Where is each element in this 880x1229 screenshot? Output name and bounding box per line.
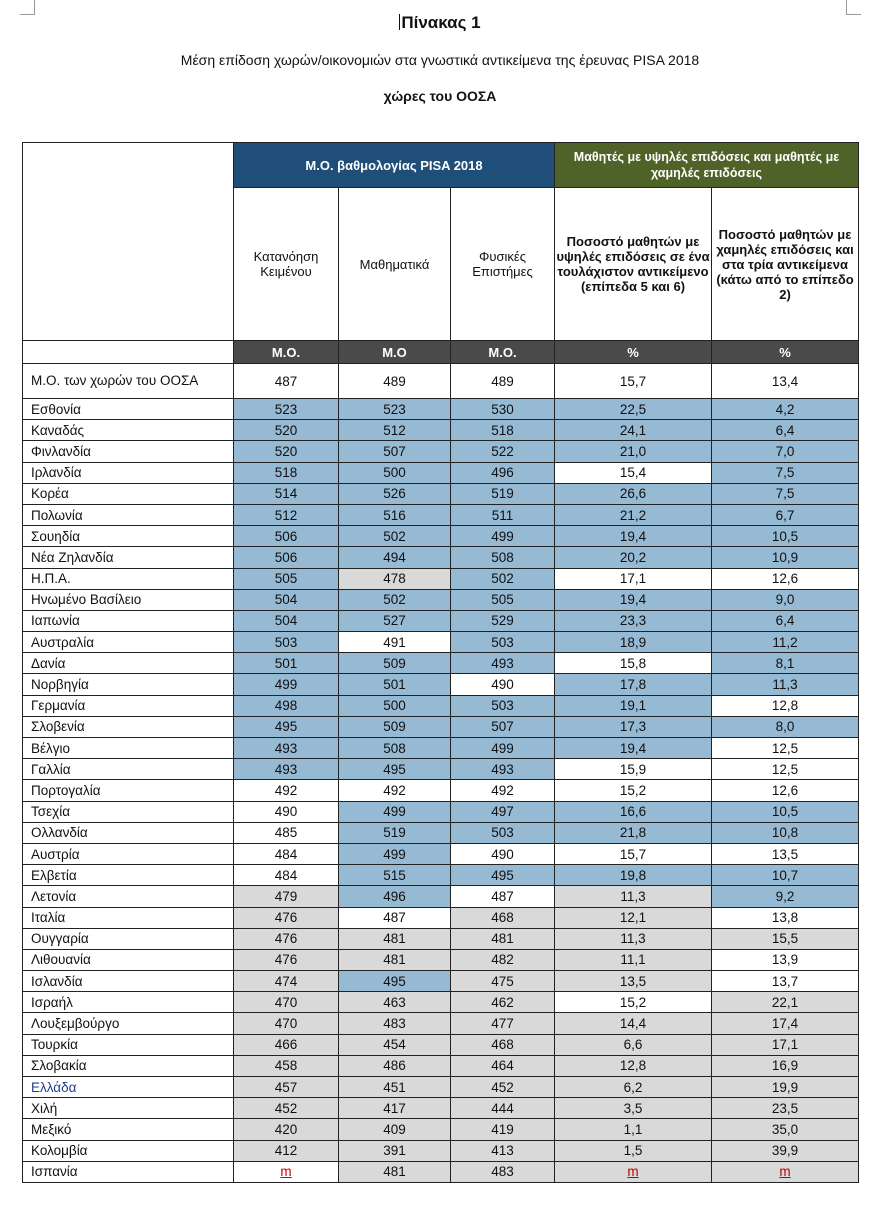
country-row: [23, 1098, 859, 1119]
math-value-cell: 512: [339, 420, 451, 441]
high-value-cell: 18,9: [555, 632, 712, 653]
high-value-cell: 12,8: [555, 1055, 712, 1076]
high-value-cell: 19,4: [555, 589, 712, 610]
low-value-cell: 11,2: [712, 632, 859, 653]
high-value-cell: 11,3: [555, 886, 712, 907]
high-value-cell: 19,4: [555, 738, 712, 759]
math-value-cell: 502: [339, 589, 451, 610]
science-value-cell: 492: [451, 780, 555, 801]
science-value-cell: 503: [451, 632, 555, 653]
high-value-cell: 22,5: [555, 399, 712, 420]
science-value-cell: 511: [451, 504, 555, 525]
science-value-cell: 502: [451, 568, 555, 589]
high-value-cell: 24,1: [555, 420, 712, 441]
science-value-cell: 508: [451, 547, 555, 568]
reading-value-cell: 492: [234, 780, 339, 801]
country-row: [23, 759, 859, 780]
reading-value-cell: 470: [234, 992, 339, 1013]
country-row: [23, 780, 859, 801]
science-value-cell: 419: [451, 1119, 555, 1140]
unit-cell: Μ.Ο: [339, 341, 451, 364]
high-value-cell: 19,8: [555, 865, 712, 886]
high-value-cell: 17,8: [555, 674, 712, 695]
math-value-cell: 492: [339, 780, 451, 801]
math-value-cell: 499: [339, 843, 451, 864]
country-row: [23, 674, 859, 695]
low-value-cell: 10,5: [712, 526, 859, 547]
math-value-cell: 489: [339, 364, 451, 399]
low-value-cell: 12,6: [712, 780, 859, 801]
table-title-text: Πίνακας 1: [401, 13, 481, 32]
country-name-cell: Σουηδία: [23, 526, 234, 547]
math-value-cell: 507: [339, 441, 451, 462]
math-value-cell: 496: [339, 886, 451, 907]
math-value-cell: 481: [339, 949, 451, 970]
math-value-cell: 519: [339, 822, 451, 843]
high-value-cell: 21,2: [555, 504, 712, 525]
reading-value-cell: 514: [234, 483, 339, 504]
country-name-cell: Ιρλανδία: [23, 462, 234, 483]
unit-cell: Μ.Ο.: [234, 341, 339, 364]
low-value-cell: 12,5: [712, 738, 859, 759]
country-name-cell: Καναδάς: [23, 420, 234, 441]
science-value-cell: 464: [451, 1055, 555, 1076]
low-value-cell: 22,1: [712, 992, 859, 1013]
low-value-cell: 13,5: [712, 843, 859, 864]
science-value-cell: 503: [451, 695, 555, 716]
country-row: [23, 1055, 859, 1076]
country-name-cell: Αυστρία: [23, 843, 234, 864]
country-name-cell: Νέα Ζηλανδία: [23, 547, 234, 568]
country-name-cell: Σλοβακία: [23, 1055, 234, 1076]
country-row: [23, 526, 859, 547]
science-value-cell: 505: [451, 589, 555, 610]
oecd-average-row: [23, 364, 859, 399]
col-header-low-performers: Ποσοστό μαθητών με χαμηλές επιδόσεις και στα τρία αντικείμενα (κάτω από το επίπεδο 2): [712, 188, 859, 341]
low-value-cell: 9,2: [712, 886, 859, 907]
science-value-cell: 499: [451, 526, 555, 547]
reading-value-cell: 503: [234, 632, 339, 653]
low-value-cell: 6,4: [712, 610, 859, 631]
reading-value-cell: 498: [234, 695, 339, 716]
low-value-cell: 12,6: [712, 568, 859, 589]
country-name-cell: Βέλγιο: [23, 738, 234, 759]
country-row: [23, 716, 859, 737]
country-row: [23, 695, 859, 716]
low-value-cell: 17,1: [712, 1034, 859, 1055]
low-value-cell: 19,9: [712, 1077, 859, 1098]
reading-value-cell: 512: [234, 504, 339, 525]
reading-value-cell: 493: [234, 759, 339, 780]
math-value-cell: 515: [339, 865, 451, 886]
high-value-cell: 17,1: [555, 568, 712, 589]
country-row: [23, 738, 859, 759]
math-value-cell: 478: [339, 568, 451, 589]
reading-value-cell: 412: [234, 1140, 339, 1161]
country-name-cell: Ισραήλ: [23, 992, 234, 1013]
low-value-cell: [712, 1161, 859, 1182]
science-value-cell: 468: [451, 907, 555, 928]
country-name-cell: Γαλλία: [23, 759, 234, 780]
high-value-cell: 11,3: [555, 928, 712, 949]
high-value-cell: 13,5: [555, 971, 712, 992]
science-value-cell: 490: [451, 674, 555, 695]
reading-value-cell: 504: [234, 610, 339, 631]
country-name-cell: Δανία: [23, 653, 234, 674]
science-value-cell: 518: [451, 420, 555, 441]
science-value-cell: 444: [451, 1098, 555, 1119]
math-value-cell: 409: [339, 1119, 451, 1140]
science-value-cell: 487: [451, 886, 555, 907]
unit-cell: Μ.Ο.: [451, 341, 555, 364]
reading-value-cell: 484: [234, 843, 339, 864]
math-value-cell: 523: [339, 399, 451, 420]
high-value-cell: 19,1: [555, 695, 712, 716]
country-name-cell: Ισπανία: [23, 1161, 234, 1182]
pisa-results-table: [22, 142, 859, 1183]
science-value-cell: 413: [451, 1140, 555, 1161]
col-header-reading: Κατανόηση Κειμένου: [234, 188, 339, 341]
math-value-cell: 454: [339, 1034, 451, 1055]
reading-value-cell: 506: [234, 547, 339, 568]
country-row: [23, 1161, 859, 1182]
country-row: [23, 589, 859, 610]
science-value-cell: 503: [451, 822, 555, 843]
missing-value-mark: m: [779, 1164, 791, 1180]
low-value-cell: 6,4: [712, 420, 859, 441]
country-name-cell: Πορτογαλία: [23, 780, 234, 801]
science-value-cell: 468: [451, 1034, 555, 1055]
table-subtitle-oecd: χώρες του ΟΟΣΑ: [383, 88, 497, 104]
country-name-cell: Ηνωμένο Βασίλειο: [23, 589, 234, 610]
low-value-cell: 13,4: [712, 364, 859, 399]
high-value-cell: 17,3: [555, 716, 712, 737]
country-name-cell: Εσθονία: [23, 399, 234, 420]
col-header-math: Μαθηματικά: [339, 188, 451, 341]
low-value-cell: 12,5: [712, 759, 859, 780]
reading-value-cell: 520: [234, 420, 339, 441]
high-value-cell: 15,8: [555, 653, 712, 674]
high-value-cell: 11,1: [555, 949, 712, 970]
country-row: [23, 1140, 859, 1161]
country-name-cell: Ολλανδία: [23, 822, 234, 843]
country-name-cell: Μ.Ο. των χωρών του ΟΟΣΑ: [23, 364, 234, 399]
country-row: [23, 483, 859, 504]
low-value-cell: 15,5: [712, 928, 859, 949]
reading-value-cell: 520: [234, 441, 339, 462]
country-row: [23, 843, 859, 864]
low-value-cell: 10,8: [712, 822, 859, 843]
country-row: [23, 632, 859, 653]
reading-value-cell: 476: [234, 928, 339, 949]
low-value-cell: 7,5: [712, 462, 859, 483]
reading-value-cell: 504: [234, 589, 339, 610]
col-header-science: Φυσικές Επιστήμες: [451, 188, 555, 341]
math-value-cell: 486: [339, 1055, 451, 1076]
country-row: [23, 907, 859, 928]
science-value-cell: 489: [451, 364, 555, 399]
low-value-cell: 12,8: [712, 695, 859, 716]
country-row: [23, 971, 859, 992]
country-name-cell: Ισλανδία: [23, 971, 234, 992]
reading-value-cell: 499: [234, 674, 339, 695]
low-value-cell: 13,7: [712, 971, 859, 992]
low-value-cell: 13,8: [712, 907, 859, 928]
science-value-cell: 499: [451, 738, 555, 759]
low-value-cell: 9,0: [712, 589, 859, 610]
group-header-row: [23, 143, 859, 188]
math-value-cell: 494: [339, 547, 451, 568]
low-value-cell: 13,9: [712, 949, 859, 970]
reading-value-cell: 457: [234, 1077, 339, 1098]
country-name-cell: Λιθουανία: [23, 949, 234, 970]
science-value-cell: 481: [451, 928, 555, 949]
science-value-cell: 462: [451, 992, 555, 1013]
math-value-cell: 417: [339, 1098, 451, 1119]
units-row: [23, 341, 859, 364]
science-value-cell: 530: [451, 399, 555, 420]
math-value-cell: 500: [339, 695, 451, 716]
country-row: [23, 1077, 859, 1098]
reading-value-cell: 476: [234, 949, 339, 970]
country-row: [23, 886, 859, 907]
math-value-cell: 516: [339, 504, 451, 525]
high-value-cell: 15,7: [555, 364, 712, 399]
low-value-cell: 6,7: [712, 504, 859, 525]
high-value-cell: 19,4: [555, 526, 712, 547]
low-value-cell: 11,3: [712, 674, 859, 695]
science-value-cell: 493: [451, 759, 555, 780]
reading-value-cell: 458: [234, 1055, 339, 1076]
country-name-cell: Η.Π.Α.: [23, 568, 234, 589]
math-value-cell: 509: [339, 716, 451, 737]
high-value-cell: 1,1: [555, 1119, 712, 1140]
low-value-cell: 23,5: [712, 1098, 859, 1119]
high-value-cell: 15,7: [555, 843, 712, 864]
country-row: [23, 928, 859, 949]
high-value-cell: 15,4: [555, 462, 712, 483]
blank-corner-cell: [23, 143, 234, 341]
high-value-cell: 15,2: [555, 780, 712, 801]
reading-value-cell: 495: [234, 716, 339, 737]
country-row: [23, 949, 859, 970]
reading-value-cell: [234, 1161, 339, 1182]
science-value-cell: 495: [451, 865, 555, 886]
country-row: [23, 992, 859, 1013]
high-value-cell: [555, 1161, 712, 1182]
country-row: [23, 822, 859, 843]
high-value-cell: 20,2: [555, 547, 712, 568]
missing-value-mark: m: [280, 1164, 292, 1180]
country-name-cell: Ελλάδα: [23, 1077, 234, 1098]
high-value-cell: 3,5: [555, 1098, 712, 1119]
country-name-cell: Ιαπωνία: [23, 610, 234, 631]
reading-value-cell: 452: [234, 1098, 339, 1119]
science-value-cell: 529: [451, 610, 555, 631]
low-value-cell: 35,0: [712, 1119, 859, 1140]
high-value-cell: 1,5: [555, 1140, 712, 1161]
low-value-cell: 7,5: [712, 483, 859, 504]
high-value-cell: 26,6: [555, 483, 712, 504]
low-value-cell: 10,5: [712, 801, 859, 822]
science-value-cell: 490: [451, 843, 555, 864]
science-value-cell: 522: [451, 441, 555, 462]
low-value-cell: 16,9: [712, 1055, 859, 1076]
reading-value-cell: 474: [234, 971, 339, 992]
low-value-cell: 17,4: [712, 1013, 859, 1034]
science-value-cell: 483: [451, 1161, 555, 1182]
high-value-cell: 6,6: [555, 1034, 712, 1055]
country-name-cell: Πολωνία: [23, 504, 234, 525]
country-name-cell: Φινλανδία: [23, 441, 234, 462]
country-name-cell: Σλοβενία: [23, 716, 234, 737]
country-row: [23, 504, 859, 525]
low-value-cell: 10,7: [712, 865, 859, 886]
science-value-cell: 475: [451, 971, 555, 992]
math-value-cell: 500: [339, 462, 451, 483]
math-value-cell: 481: [339, 1161, 451, 1182]
reading-value-cell: 479: [234, 886, 339, 907]
unit-cell: %: [712, 341, 859, 364]
reading-value-cell: 484: [234, 865, 339, 886]
reading-value-cell: 505: [234, 568, 339, 589]
unit-cell: %: [555, 341, 712, 364]
science-value-cell: 519: [451, 483, 555, 504]
country-name-cell: Λουξεμβούργο: [23, 1013, 234, 1034]
science-value-cell: 493: [451, 653, 555, 674]
country-name-cell: Κορέα: [23, 483, 234, 504]
col-header-high-performers: Ποσοστό μαθητών με υψηλές επιδόσεις σε ένα τουλάχιστον αντικείμενο (επίπεδα 5 και 6): [555, 188, 712, 341]
low-value-cell: 7,0: [712, 441, 859, 462]
table-title: [0, 13, 880, 33]
country-row: [23, 441, 859, 462]
low-value-cell: 4,2: [712, 399, 859, 420]
math-value-cell: 501: [339, 674, 451, 695]
math-value-cell: 483: [339, 1013, 451, 1034]
high-value-cell: 21,8: [555, 822, 712, 843]
country-row: [23, 547, 859, 568]
country-name-cell: Μεξικό: [23, 1119, 234, 1140]
reading-value-cell: 518: [234, 462, 339, 483]
low-value-cell: 8,0: [712, 716, 859, 737]
science-value-cell: 482: [451, 949, 555, 970]
country-row: [23, 420, 859, 441]
country-row: [23, 462, 859, 483]
country-name-cell: Τσεχία: [23, 801, 234, 822]
low-value-cell: 10,9: [712, 547, 859, 568]
reading-value-cell: 420: [234, 1119, 339, 1140]
group-header-high-low-performers: Μαθητές με υψηλές επιδόσεις και μαθητές με χαμηλές επιδόσεις: [555, 143, 859, 188]
country-name-cell: Κολομβία: [23, 1140, 234, 1161]
math-value-cell: 509: [339, 653, 451, 674]
math-value-cell: 463: [339, 992, 451, 1013]
reading-value-cell: 490: [234, 801, 339, 822]
reading-value-cell: 476: [234, 907, 339, 928]
reading-value-cell: 523: [234, 399, 339, 420]
math-value-cell: 495: [339, 971, 451, 992]
reading-value-cell: 493: [234, 738, 339, 759]
country-row: [23, 1034, 859, 1055]
country-name-cell: Νορβηγία: [23, 674, 234, 695]
country-row: [23, 653, 859, 674]
low-value-cell: 8,1: [712, 653, 859, 674]
country-name-cell: Ελβετία: [23, 865, 234, 886]
country-name-cell: Χιλή: [23, 1098, 234, 1119]
high-value-cell: 14,4: [555, 1013, 712, 1034]
math-value-cell: 451: [339, 1077, 451, 1098]
math-value-cell: 499: [339, 801, 451, 822]
science-value-cell: 497: [451, 801, 555, 822]
reading-value-cell: 466: [234, 1034, 339, 1055]
math-value-cell: 391: [339, 1140, 451, 1161]
reading-value-cell: 487: [234, 364, 339, 399]
group-header-pisa-scores: Μ.Ο. βαθμολογίας PISA 2018: [234, 143, 555, 188]
country-name-cell: Ουγγαρία: [23, 928, 234, 949]
math-value-cell: 508: [339, 738, 451, 759]
reading-value-cell: 506: [234, 526, 339, 547]
country-row: [23, 1013, 859, 1034]
high-value-cell: 15,2: [555, 992, 712, 1013]
reading-value-cell: 501: [234, 653, 339, 674]
country-name-cell: Ιταλία: [23, 907, 234, 928]
low-value-cell: 39,9: [712, 1140, 859, 1161]
reading-value-cell: 470: [234, 1013, 339, 1034]
high-value-cell: 21,0: [555, 441, 712, 462]
math-value-cell: 491: [339, 632, 451, 653]
units-blank-cell: [23, 341, 234, 364]
country-name-cell: Τουρκία: [23, 1034, 234, 1055]
math-value-cell: 481: [339, 928, 451, 949]
high-value-cell: 15,9: [555, 759, 712, 780]
table-subtitle: Μέση επίδοση χωρών/οικονομιών στα γνωστικά αντικείμενα της έρευνας PISA 2018: [180, 52, 700, 68]
country-row: [23, 610, 859, 631]
high-value-cell: 23,3: [555, 610, 712, 631]
science-value-cell: 452: [451, 1077, 555, 1098]
country-row: [23, 1119, 859, 1140]
math-value-cell: 502: [339, 526, 451, 547]
high-value-cell: 6,2: [555, 1077, 712, 1098]
country-row: [23, 801, 859, 822]
science-value-cell: 477: [451, 1013, 555, 1034]
high-value-cell: 16,6: [555, 801, 712, 822]
reading-value-cell: 485: [234, 822, 339, 843]
country-name-cell: Αυστραλία: [23, 632, 234, 653]
math-value-cell: 527: [339, 610, 451, 631]
missing-value-mark: m: [627, 1164, 639, 1180]
science-value-cell: 496: [451, 462, 555, 483]
country-name-cell: Γερμανία: [23, 695, 234, 716]
math-value-cell: 526: [339, 483, 451, 504]
math-value-cell: 495: [339, 759, 451, 780]
high-value-cell: 12,1: [555, 907, 712, 928]
science-value-cell: 507: [451, 716, 555, 737]
country-row: [23, 399, 859, 420]
country-row: [23, 865, 859, 886]
country-name-cell: Λετονία: [23, 886, 234, 907]
country-row: [23, 568, 859, 589]
math-value-cell: 487: [339, 907, 451, 928]
